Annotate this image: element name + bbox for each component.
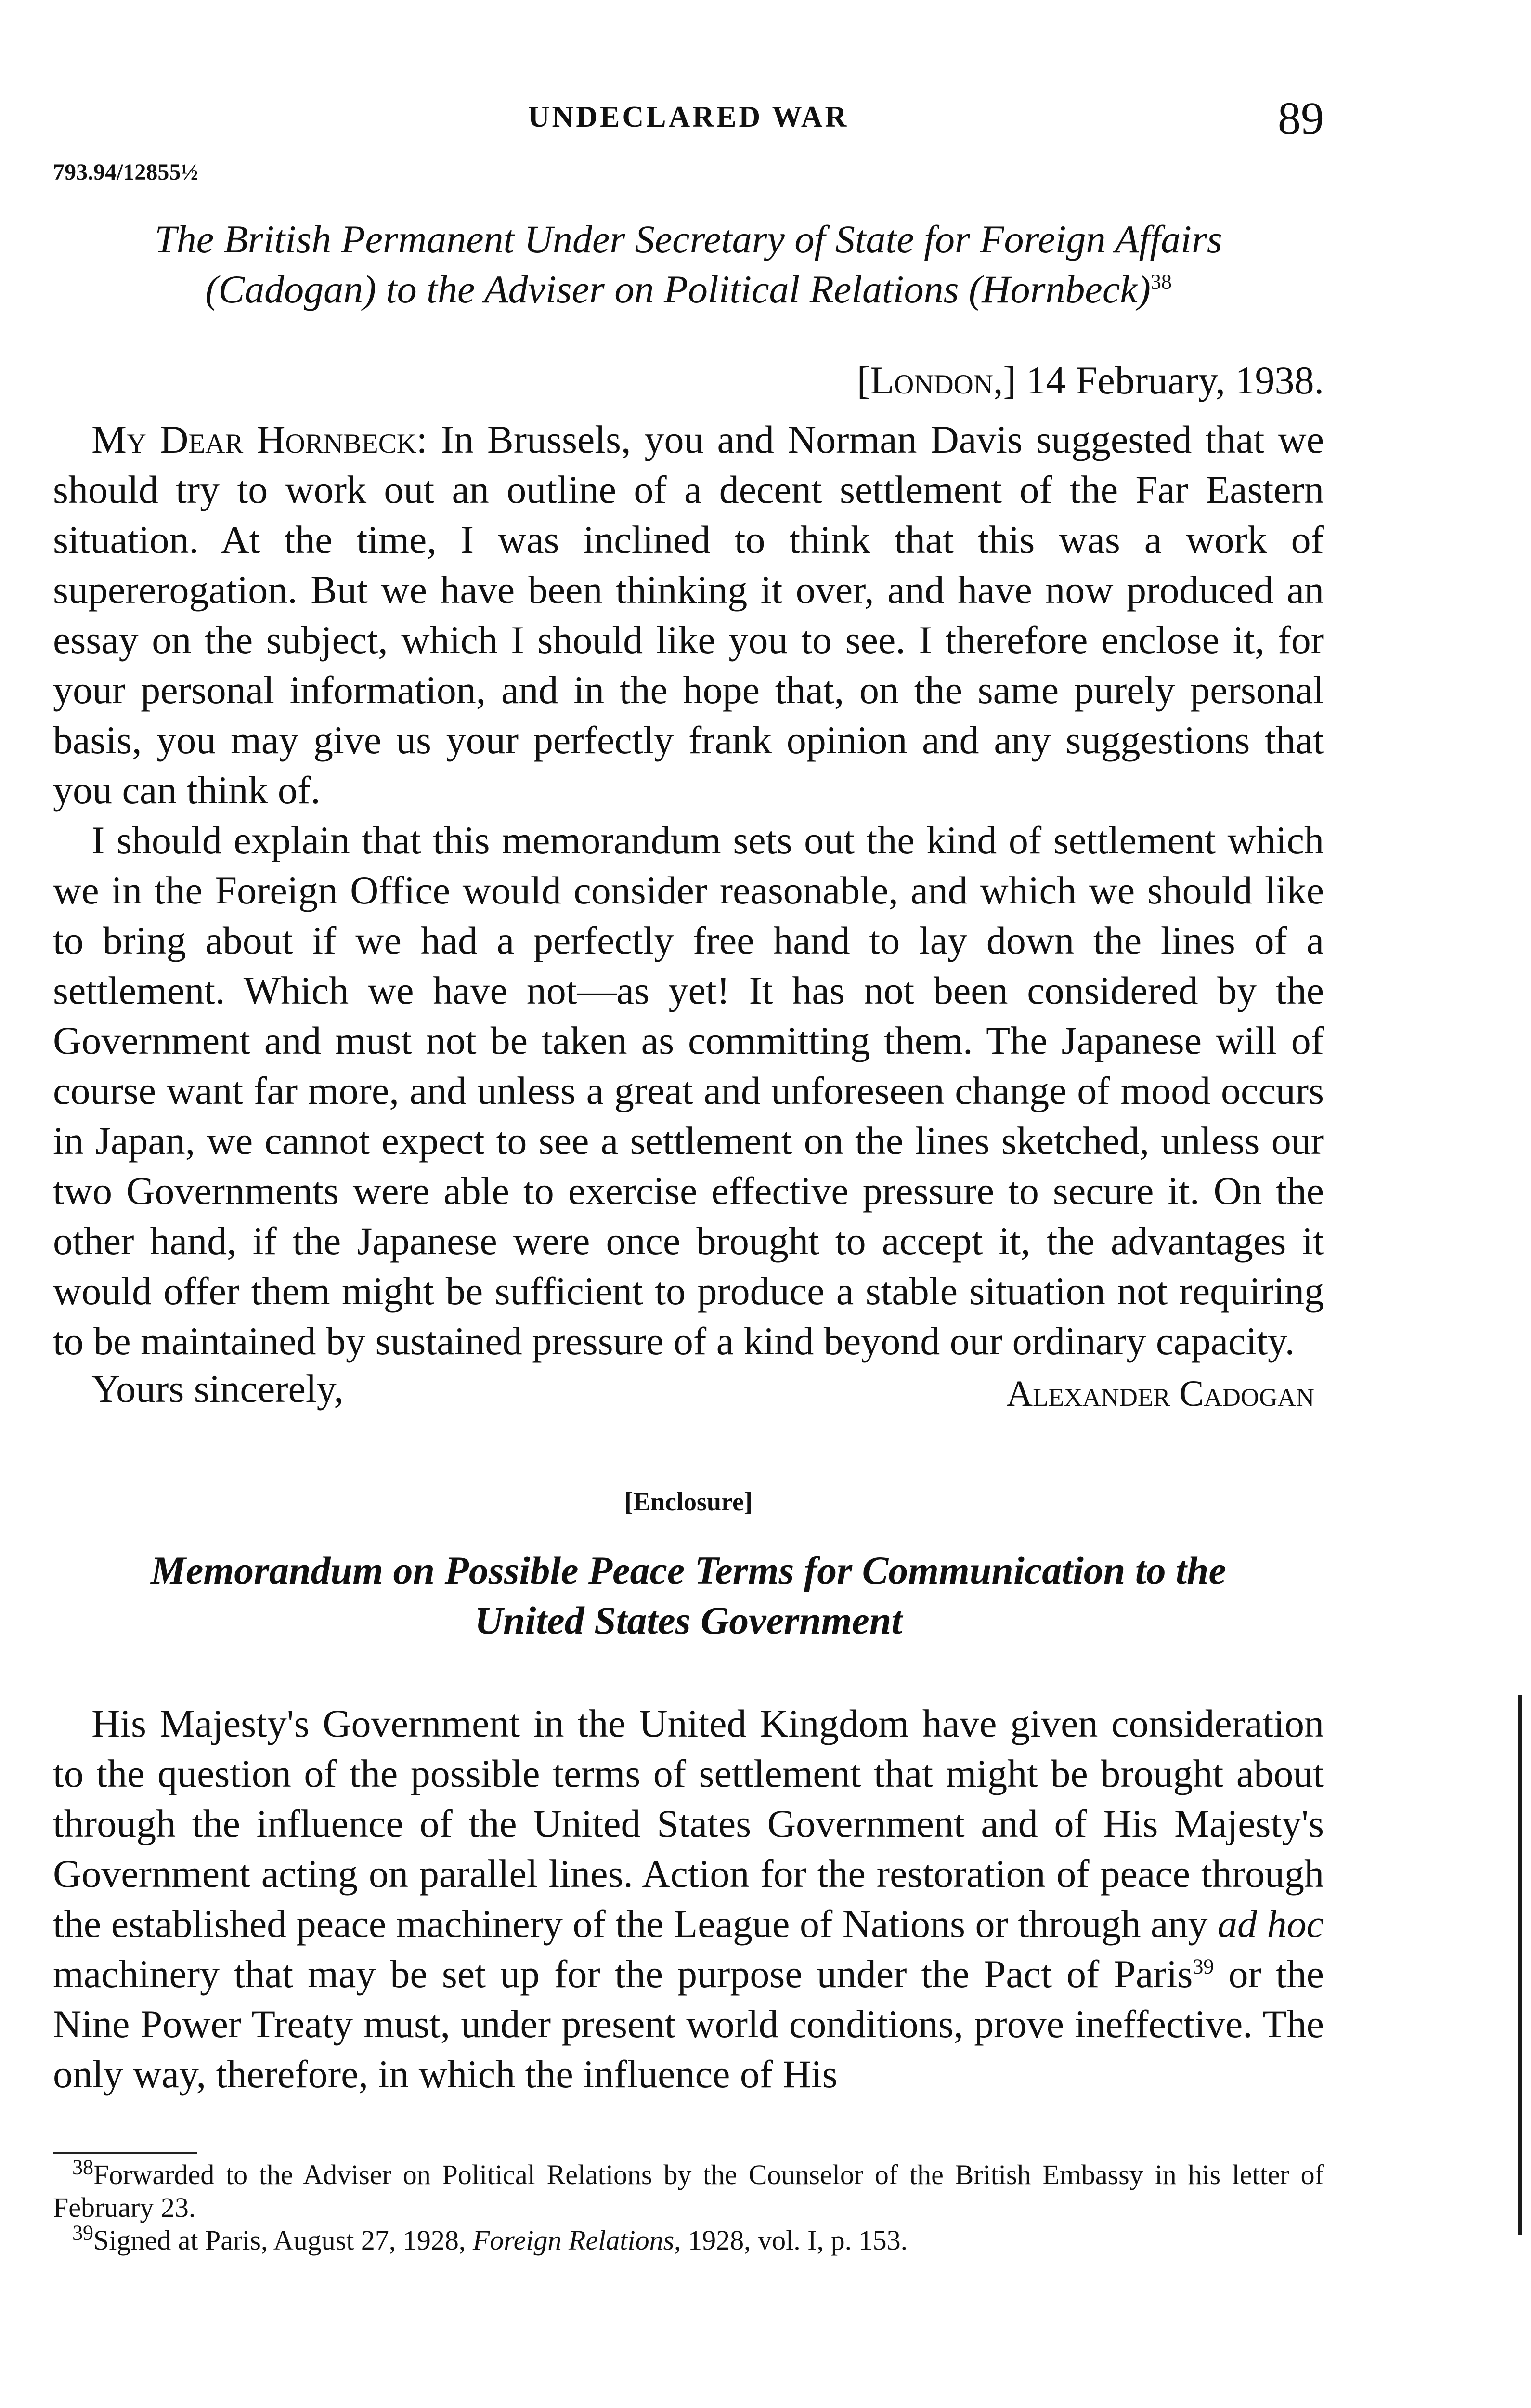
memorandum-italic: ad hoc: [1218, 1902, 1324, 1946]
letter-title: [53, 214, 1324, 314]
memorandum-text-a: His Majesty's Government in the United Kingdom have given consideration to the question of the possible terms of settlement that might be brought about through the influence of the United States Government and of His Majesty's Government acting on parallel lines. Action for the restoration of peace through the established peace machinery of the League of Nations or through any: [53, 1701, 1324, 1946]
dateline: [53, 358, 1324, 403]
signature: Alexander Cadogan: [1006, 1374, 1314, 1414]
dateline-date: 14 February, 1938.: [1026, 358, 1324, 402]
salutation: My Dear Hornbeck:: [91, 418, 428, 461]
letter-closing: [53, 1366, 1324, 1419]
running-title: UNDECLARED WAR: [528, 101, 849, 133]
page-number: 89: [1278, 92, 1324, 144]
footnote-38-number: 38: [72, 2155, 93, 2179]
dateline-place: [London,]: [856, 358, 1016, 402]
memorandum-text-c: or the Nine Power Treaty must, under present world conditions, prove ineffective. The only way, therefore, in which the influence of His: [53, 1952, 1324, 2096]
footnote-39: [53, 2221, 1324, 2257]
memorandum-text-b: machinery that may be set up for the purpose under the Pact of Paris: [53, 1952, 1193, 1996]
footnote-ref-39: 39: [1193, 1954, 1214, 1978]
footnote-divider: [53, 2152, 197, 2154]
footnote-38-text: Forwarded to the Adviser on Political Relations by the Counselor of the British Embassy in his letter of February 23.: [53, 2159, 1324, 2223]
footnote-39-italic: Foreign Relations: [472, 2225, 675, 2256]
memorandum-title-line1: Memorandum on Possible Peace Terms for Communication to the: [151, 1548, 1226, 1592]
scan-page-edge: [1518, 1695, 1522, 2235]
enclosure-label: [Enclosure]: [624, 1487, 753, 1516]
memorandum-title: [53, 1545, 1324, 1646]
file-reference: 793.94/12855½: [53, 159, 198, 185]
letter-paragraph-2: I should explain that this memorandum sets out the kind of settlement which we in the Foreign Office would consider reasonable, and which we should like to bring about if we had a perfectly free hand to lay down the lines of a settlement. Which we have not—as yet! It has not been considered by the Government and must not be taken as committing them. The Japanese will of course want far more, and unless a great and unforeseen change of mood occurs in Japan, we cannot expect to see a settlement on the lines sketched, unless our two Governments were able to exercise effective pressure to secure it. On the other hand, if the Japanese were once brought to accept it, the advantages it would offer them might be sufficient to produce a stable situation not requiring to be maintained by sustained pressure of a kind beyond our ordinary capacity.: [53, 818, 1324, 1363]
footnote-ref-38: 38: [1150, 270, 1172, 294]
document-page: [53, 92, 1324, 2257]
footnote-39-number: 39: [72, 2221, 93, 2245]
memorandum-paragraph: [53, 1699, 1324, 2099]
footnote-39-text-b: , 1928, vol. I, p. 153.: [674, 2225, 908, 2256]
letter-title-line2: (Cadogan) to the Adviser on Political Relations (Hornbeck): [205, 267, 1151, 311]
running-head: [53, 92, 1324, 144]
letter-paragraph-1-text: In Brussels, you and Norman Davis suggested that we should try to work out an outline of a decent settlement of the Far Eastern situation. At the time, I was inclined to think that this was a work of supererogation. But we have been thinking it over, and have now produced an essay on the subject, which I should like you to see. I therefore enclose it, for your personal information, and in the hope that, on the same purely personal basis, you may give us your perfectly frank opinion and any suggestions that you can think of.: [53, 418, 1324, 812]
letter-title-line1: The British Permanent Under Secretary of State for Foreign Affairs: [155, 217, 1222, 261]
letter-paragraph-1: [53, 415, 1324, 815]
footnote-38: [53, 2155, 1324, 2224]
footnote-39-text-a: Signed at Paris, August 27, 1928,: [93, 2225, 473, 2256]
memorandum-title-line2: United States Government: [474, 1598, 903, 1642]
closing-phrase: Yours sincerely,: [91, 1367, 344, 1411]
letter-title-line2-wrap: [53, 264, 1324, 314]
